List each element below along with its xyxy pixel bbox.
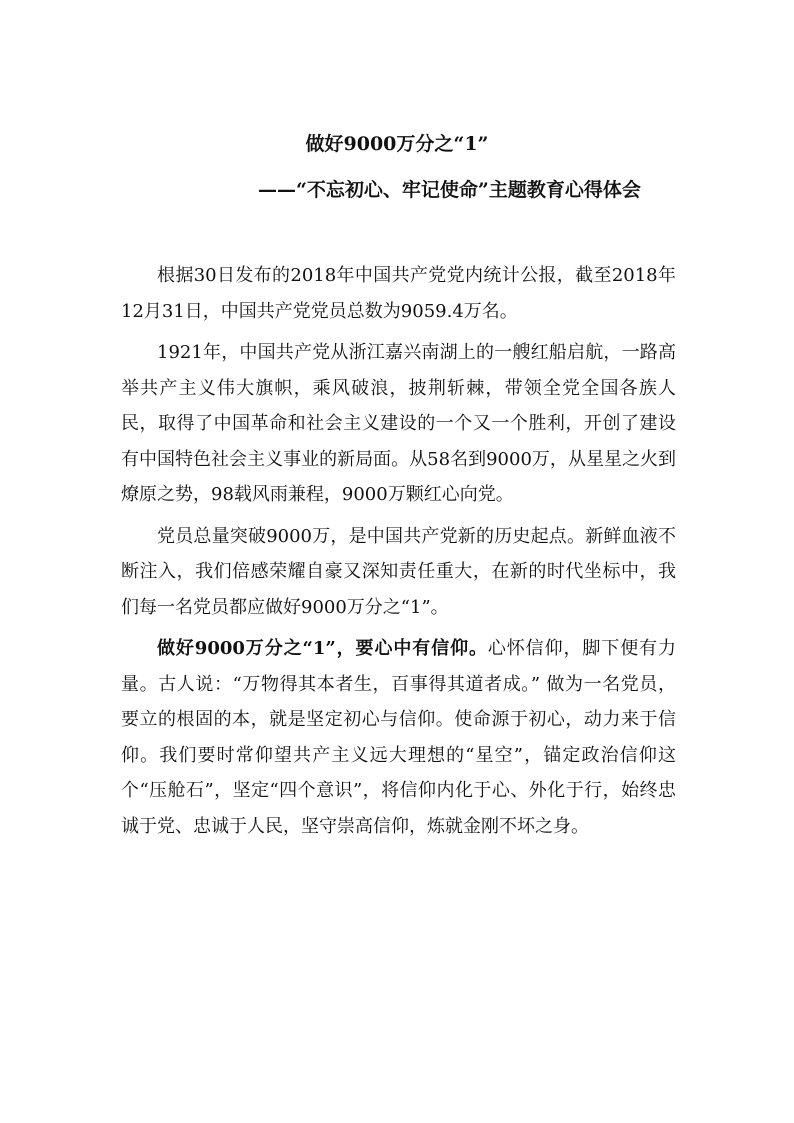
paragraph — [121, 519, 676, 626]
paragraph — [121, 258, 676, 329]
document-body — [121, 258, 676, 850]
paragraph-text: 根据30日发布的2018年中国共产党党内统计公报，截至2018年12月31日，中国共产党党员总数为9059.4万名。 — [121, 265, 676, 322]
paragraph — [121, 631, 676, 844]
document-subtitle: ——“不忘初心、牢记使命”主题教育心得体会 — [258, 179, 641, 201]
document-title: 做好9000万分之“1” — [305, 133, 489, 155]
paragraph-text: 心怀信仰，脚下便有力量。古人说：“万物得其本者生，百事得其道者成。” 做为一名党员，要立的根固的本，就是坚定初心与信仰。使命源于初心，动力来于信仰。我们要时常仰望共产主义远大理想的“星空”，锚定政治信仰这个“压舱石”，坚定“四个意识”，将信仰内化于心、外化于行，始终忠诚于党、忠诚于人民，坚守崇高信仰，炼就金刚不坏之身。 — [121, 638, 677, 837]
paragraph-bold-lead: 做好9000万分之“1”，要心中有信仰。 — [157, 638, 488, 659]
paragraph — [121, 335, 676, 513]
paragraph-text: 党员总量突破9000万，是中国共产党新的历史起点。新鲜血液不断注入，我们倍感荣耀自豪又深知责任重大，在新的时代坐标中，我们每一名党员都应做好9000万分之“1”。 — [121, 525, 676, 618]
paragraph-text: 1921年，中国共产党从浙江嘉兴南湖上的一艘红船启航，一路高举共产主义伟大旗帜，乘风破浪，披荆斩棘，带领全党全国各族人民，取得了中国革命和社会主义建设的一个又一个胜利，开创了建设有中国特色社会主义事业的新局面。从58名到9000万，从星星之火到燎原之势，98载风雨兼程，9000万颗红心向党。 — [121, 342, 676, 505]
